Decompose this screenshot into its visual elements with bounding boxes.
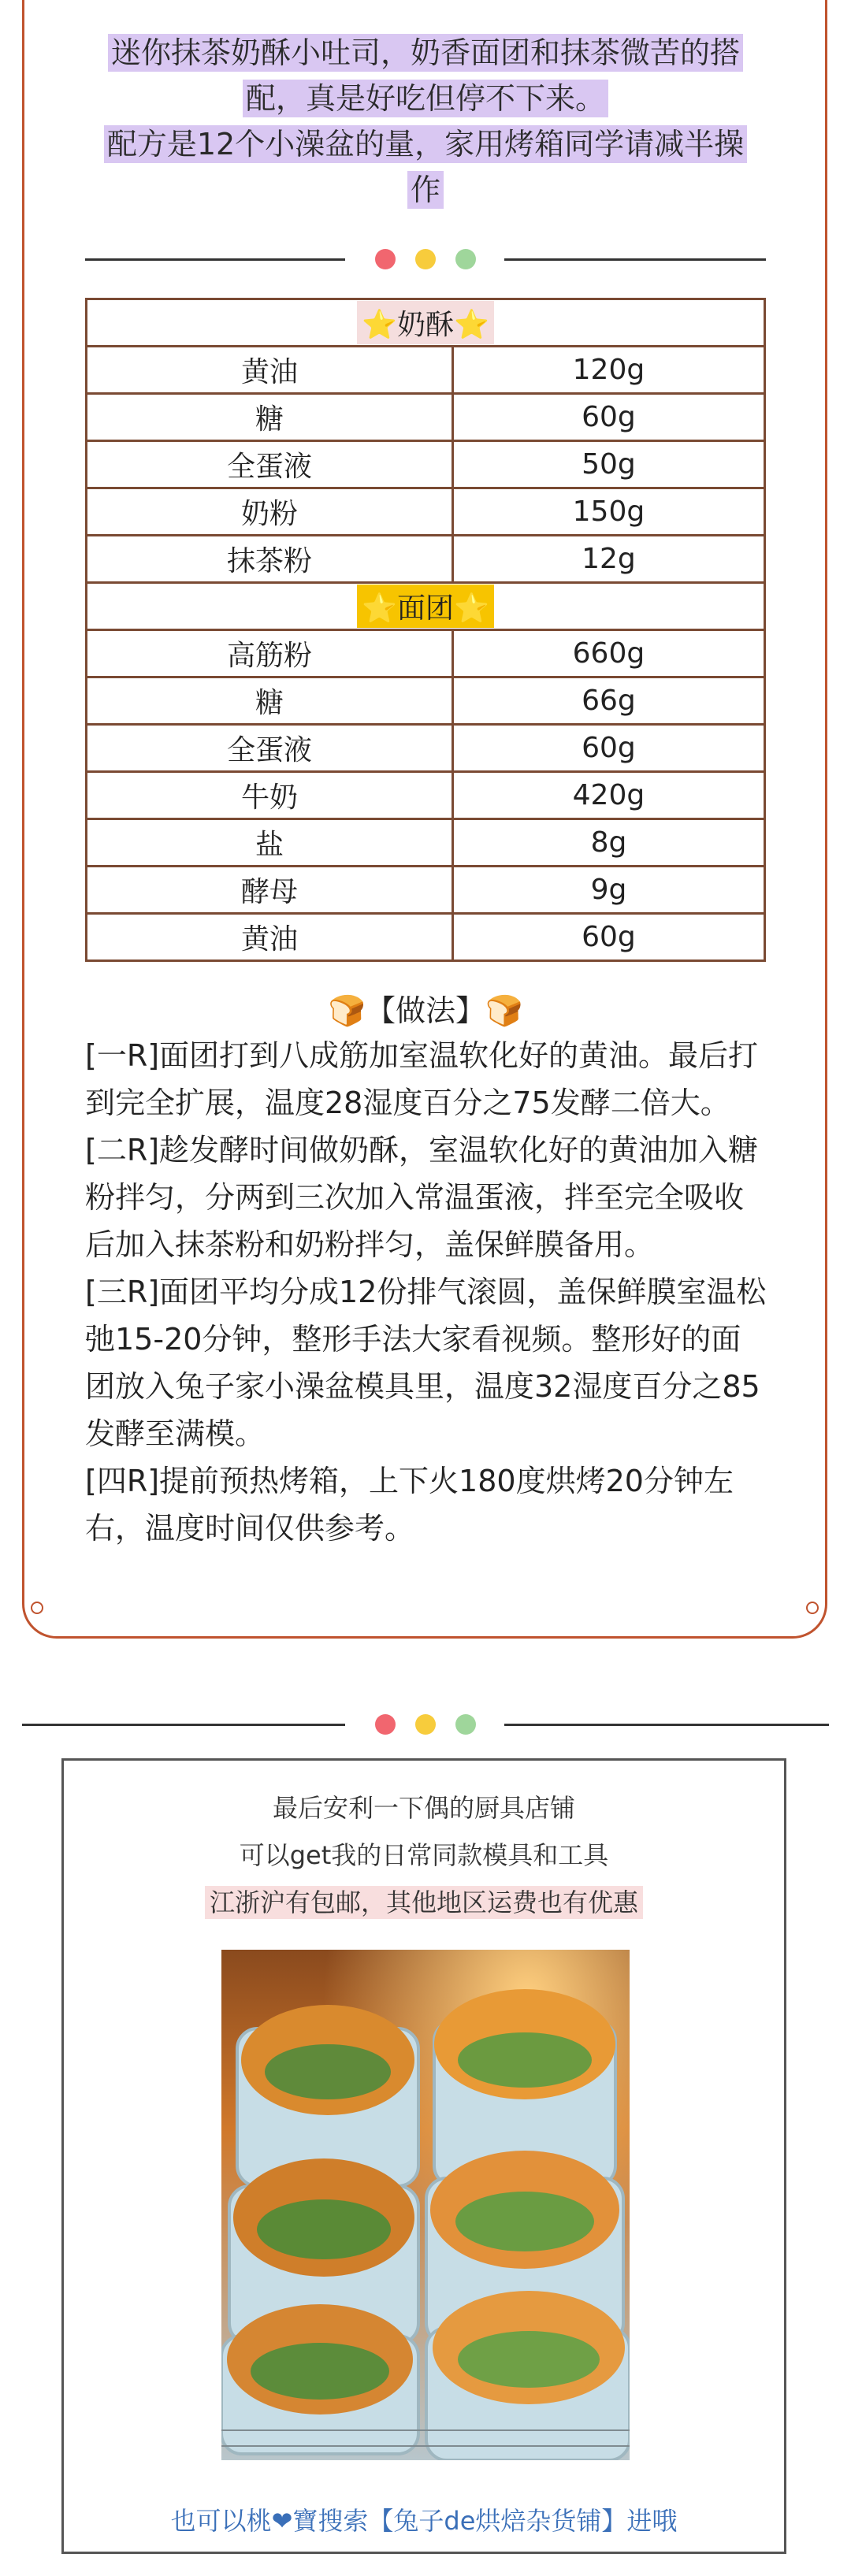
method-steps — [85, 1032, 771, 1552]
ingredient-name: 盐 — [87, 819, 453, 867]
ingredient-amount: 66g — [452, 677, 764, 725]
divider-right-2 — [504, 1724, 829, 1726]
dot-red-2 — [375, 1714, 396, 1735]
ingredient-name: 黄油 — [87, 347, 453, 394]
ingredient-name: 奶粉 — [87, 488, 453, 536]
toast-illustration — [221, 1950, 630, 2460]
section-header-row — [87, 299, 765, 347]
ingredient-amount: 9g — [452, 867, 764, 914]
intro-line-3: 配方是12个小澡盆的量，家用烤箱同学请减半操 — [104, 125, 747, 163]
matcha-toast-photo — [221, 1950, 630, 2460]
section-header-cell — [87, 299, 765, 347]
corner-ornament-right — [806, 1602, 819, 1614]
table-row — [87, 441, 765, 488]
ingredient-name: 抹茶粉 — [87, 536, 453, 583]
ingredient-amount: 120g — [452, 347, 764, 394]
table-row — [87, 630, 765, 677]
table-row — [87, 867, 765, 914]
divider-left — [85, 258, 345, 261]
section-header-row — [87, 583, 765, 630]
table-row — [87, 536, 765, 583]
ingredient-name: 酵母 — [87, 867, 453, 914]
ingredient-amount: 50g — [452, 441, 764, 488]
shop-search-link[interactable]: 也可以桃❤寶搜索【兔子de烘焙杂货铺】进哦 — [170, 2506, 678, 2536]
ingredient-name: 全蛋液 — [87, 725, 453, 772]
ingredient-name: 黄油 — [87, 914, 453, 961]
table-row — [87, 347, 765, 394]
ingredient-name: 全蛋液 — [87, 441, 453, 488]
ingredient-amount: 8g — [452, 819, 764, 867]
table-row — [87, 394, 765, 441]
table-row — [87, 914, 765, 961]
ingredient-amount: 60g — [452, 914, 764, 961]
ingredient-amount: 60g — [452, 394, 764, 441]
dot-yellow — [415, 249, 436, 269]
dot-green — [455, 249, 476, 269]
ingredient-amount: 12g — [452, 536, 764, 583]
intro-line-1: 迷你抹茶奶酥小吐司，奶香面团和抹茶微苦的搭 — [108, 34, 743, 72]
table-row — [87, 488, 765, 536]
ingredient-name: 糖 — [87, 677, 453, 725]
ingredient-amount: 150g — [452, 488, 764, 536]
ingredient-amount: 420g — [452, 772, 764, 819]
corner-ornament-left — [31, 1602, 43, 1614]
divider-right — [504, 258, 766, 261]
ingredient-name: 牛奶 — [87, 772, 453, 819]
recipe-table — [85, 298, 766, 962]
dot-yellow-2 — [415, 1714, 436, 1735]
section-title-milk-crumble: ⭐奶酥⭐ — [357, 301, 494, 344]
dot-green-2 — [455, 1714, 476, 1735]
intro-line-4: 作 — [407, 171, 444, 209]
ingredient-name: 糖 — [87, 394, 453, 441]
section-title-dough: ⭐面团⭐ — [357, 585, 494, 628]
table-row — [87, 725, 765, 772]
shop-shipping-note: 江浙沪有包邮，其他地区运费也有优惠 — [205, 1886, 643, 1919]
table-row — [87, 677, 765, 725]
shop-line-2: 可以get我的日常同款模具和工具 — [239, 1840, 609, 1870]
step-3: [三R]面团平均分成12份排气滚圆，盖保鲜膜室温松弛15-20分钟，整形手法大家看视频。整形好的面团放入兔子家小澡盆模具里，温度32湿度百分之85发酵至满模。 — [85, 1275, 767, 1451]
divider-left-2 — [22, 1724, 345, 1726]
shop-promo-box — [61, 1758, 786, 2554]
ingredient-name: 高筋粉 — [87, 630, 453, 677]
ingredient-amount: 60g — [452, 725, 764, 772]
section-header-cell — [87, 583, 765, 630]
step-1: [一R]面团打到八成筋加室温软化好的黄油。最后打到完全扩展，温度28湿度百分之75发酵二倍大。 — [85, 1038, 759, 1120]
intro-line-2: 配，真是好吃但停不下来。 — [243, 80, 608, 117]
step-2: [二R]趁发酵时间做奶酥，室温软化好的黄油加入糖粉拌匀，分两到三次加入常温蛋液，拌至完全吸收后加入抹茶粉和奶粉拌匀，盖保鲜膜备用。 — [85, 1133, 759, 1262]
shop-line-3 — [64, 1887, 784, 1918]
method-title: 🍞【做法】🍞 — [328, 993, 523, 1028]
dot-red — [375, 249, 396, 269]
step-4: [四R]提前预热烤箱，上下火180度烘烤20分钟左右，温度时间仅供参考。 — [85, 1464, 734, 1546]
intro-text — [87, 30, 764, 213]
shop-line-1: 最后安利一下偶的厨具店铺 — [272, 1793, 575, 1823]
table-row — [87, 772, 765, 819]
table-row — [87, 819, 765, 867]
ingredient-amount: 660g — [452, 630, 764, 677]
